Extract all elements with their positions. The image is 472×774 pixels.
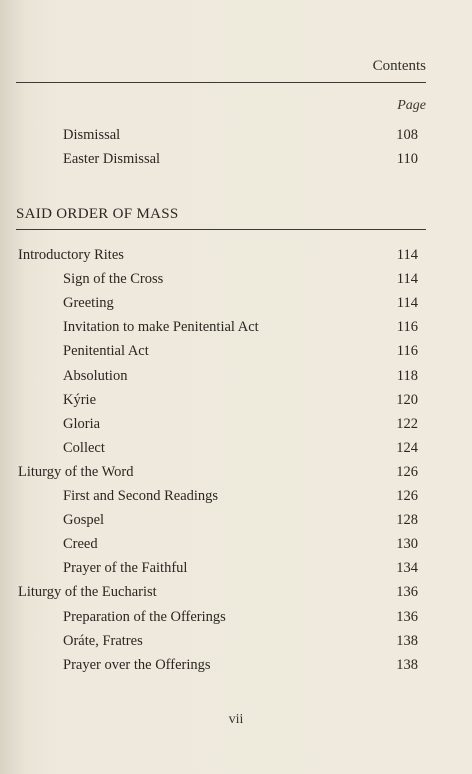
toc-entry-title: Gospel bbox=[63, 512, 105, 529]
toc-entry-page-number: 138 bbox=[396, 656, 418, 673]
toc-entry-page-number: 130 bbox=[396, 536, 418, 553]
toc-entry-title: Liturgy of the Eucharist bbox=[18, 584, 157, 601]
toc-entry-title: Prayer of the Faithful bbox=[63, 560, 188, 577]
toc-section-entry[interactable] bbox=[0, 245, 472, 265]
toc-entry-title: Invitation to make Penitential Act bbox=[63, 319, 259, 336]
toc-entry-page-number: 124 bbox=[396, 439, 418, 456]
toc-entry-title: Kýrie bbox=[63, 391, 97, 408]
toc-entry-title: Gloria bbox=[63, 415, 101, 432]
toc-subentry[interactable] bbox=[0, 631, 472, 651]
section-underline bbox=[16, 229, 426, 230]
toc-subentry[interactable] bbox=[0, 269, 472, 289]
toc-entry-page-number: 126 bbox=[396, 488, 418, 504]
toc-entry-page-number: 138 bbox=[396, 632, 418, 649]
toc-subentry[interactable] bbox=[0, 607, 472, 627]
toc-entry-title: Easter Dismissal bbox=[63, 151, 161, 167]
toc-entry-title: Introductory Rites bbox=[18, 247, 124, 263]
toc-entry-page-number: 136 bbox=[396, 608, 418, 625]
toc-subentry[interactable] bbox=[0, 510, 472, 530]
toc-section-entry[interactable] bbox=[0, 582, 472, 602]
toc-subentry[interactable] bbox=[0, 366, 472, 386]
toc-entry-page-number: 128 bbox=[396, 512, 418, 529]
toc-entry-title: Greeting bbox=[63, 295, 114, 312]
toc-subentry[interactable] bbox=[0, 341, 472, 361]
toc-subentry[interactable] bbox=[0, 655, 472, 675]
toc-entry-title: First and Second Readings bbox=[63, 488, 219, 504]
toc-entry-title: Sign of the Cross bbox=[63, 271, 164, 288]
toc-subentry[interactable] bbox=[0, 486, 472, 506]
toc-entry-page-number: 114 bbox=[396, 271, 418, 288]
toc-entry-page-number: 122 bbox=[396, 415, 418, 432]
toc-entry-page-number: 108 bbox=[396, 127, 418, 143]
toc-subentry[interactable] bbox=[0, 125, 472, 145]
toc-entry-title: Absolution bbox=[63, 367, 128, 384]
toc-subentry[interactable] bbox=[0, 414, 472, 434]
toc-entry-page-number: 116 bbox=[396, 343, 418, 360]
toc-entry-title: Penitential Act bbox=[63, 343, 149, 360]
toc-entry-page-number: 116 bbox=[396, 319, 418, 336]
toc-entry-page-number: 110 bbox=[396, 151, 418, 167]
toc-entry-title: Collect bbox=[63, 439, 105, 456]
toc-entry-page-number: 114 bbox=[396, 247, 418, 263]
page-folio: vii bbox=[228, 712, 244, 727]
toc-subentry[interactable] bbox=[0, 293, 472, 313]
toc-section-entry[interactable] bbox=[0, 462, 472, 482]
toc-subentry[interactable] bbox=[0, 558, 472, 578]
toc-subentry[interactable] bbox=[0, 534, 472, 554]
toc-entry-page-number: 118 bbox=[396, 367, 418, 384]
toc-entry-page-number: 136 bbox=[396, 584, 418, 601]
toc-subentry[interactable] bbox=[0, 149, 472, 169]
toc-entry-title: Preparation of the Offerings bbox=[63, 608, 226, 625]
toc-entry-page-number: 126 bbox=[396, 463, 418, 480]
header-rule bbox=[16, 82, 426, 83]
section-heading: SAID ORDER OF MASS bbox=[16, 206, 179, 222]
toc-entry-title: Creed bbox=[63, 536, 98, 553]
running-head: Contents bbox=[372, 58, 426, 74]
page-column-label: Page bbox=[397, 98, 426, 113]
toc-entry-page-number: 120 bbox=[396, 391, 418, 408]
toc-entry-page-number: 114 bbox=[396, 295, 418, 312]
toc-entry-page-number: 134 bbox=[396, 560, 418, 577]
toc-entry-title: Dismissal bbox=[63, 127, 121, 143]
toc-entry-title: Liturgy of the Word bbox=[18, 463, 134, 480]
toc-subentry[interactable] bbox=[0, 438, 472, 458]
toc-subentry[interactable] bbox=[0, 390, 472, 410]
toc-entry-title: Oráte, Fratres bbox=[63, 632, 143, 649]
toc-entry-title: Prayer over the Offerings bbox=[63, 656, 211, 673]
toc-subentry[interactable] bbox=[0, 317, 472, 337]
